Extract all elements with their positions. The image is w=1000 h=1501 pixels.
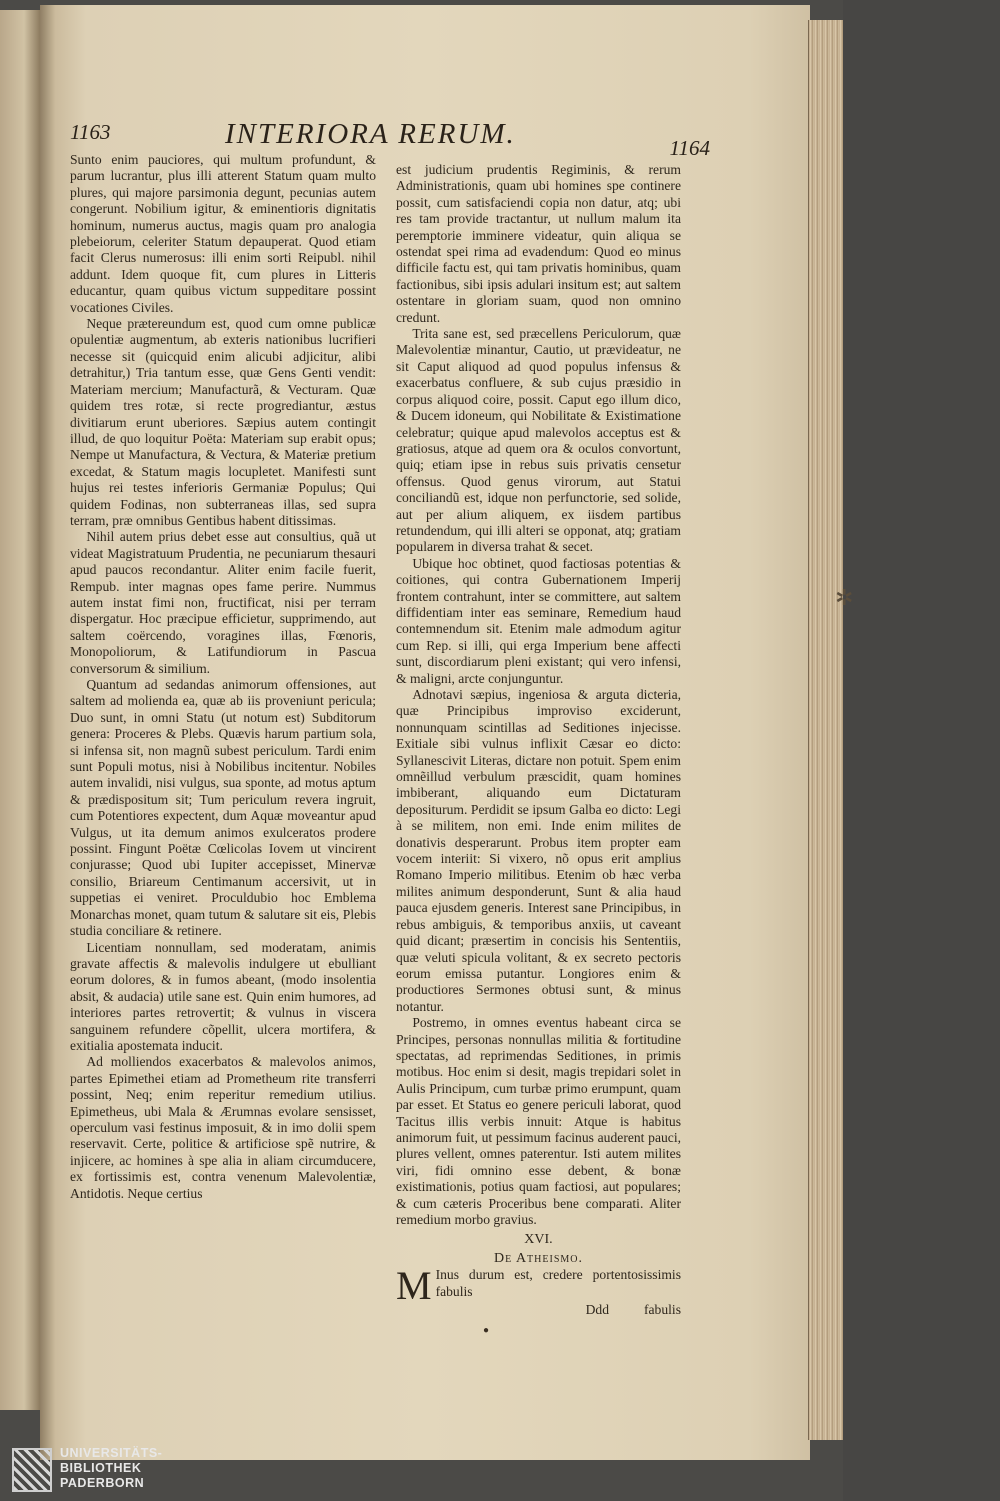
catchword: fabulis [644, 1302, 681, 1318]
library-logo [12, 1446, 212, 1496]
right-column [396, 162, 681, 1318]
section-number: XVI. [524, 1232, 553, 1248]
facing-page-edge [0, 10, 40, 1410]
logo-line: PADERBORN [60, 1476, 145, 1490]
signature-mark: Ddd [585, 1302, 609, 1318]
left-column [70, 152, 376, 1202]
page-number-right: 1164 [669, 136, 710, 160]
paragraph: Ad molliendos exacerbatos & malevolos animos, partes Epimethei etiam ad Prometheum rite transferri possint, Neq; enim reperitur remedium utilius. Epimetheus, ubi Mala & Ærumnas evolare sensisset, operculum vasi festinus imposuit, & in imo dolii spem reservavit. Certe, politice & artificiose spẽ nutrire, & injicere, ac homines à spe alia in aliam circumducere, ex fortissimis est, contra venenum Malevolentiæ, Antidotis. Neque certius [70, 1054, 376, 1201]
paragraph: Neque prætereundum est, quod cum omne publicæ opulentiæ augmentum, ab exteris nationibus lucrifieri necesse sit (quicquid enim alicubi adjicitur, alibi detrahitur,) Tria tantum esse, quæ Gens Genti vendit: Materiam mercium; Manufacturã, & Vecturam. Quæ quidem tres rotæ, si recte progrediantur, æstus divitiarum erunt uberiores. Sæpius autem contingit illud, de quo loquitur Poëta: Materiam sup erabit opus; Nempe ut Manufactura, & Vectura, & Materiæ pretium excedat, & Statum magis locupletet. Manifesti sunt hujus rei testes inferioris Germaniæ Populus; Qui quidem Fodinas, non subterraneas illas, sed supra terram, præ omnibus Gentibus habent ditissimas. [70, 316, 376, 528]
running-header [70, 118, 710, 160]
binding-shadow [843, 0, 1000, 1501]
paragraph: Nihil autem prius debet esse aut consultius, quã ut videat Magistratuum Prudentia, ne pecuniarum thesauri apud paucos recondantur. Aliter enim facile fuerit, Rempub. inter magnas opes fame perire. Nummus autem instat fimi non, fructificat, nisi per terram dispergatur. Hoc præcipue efficietur, supprimendo, aut saltem coërcendo, voragines illas, Fœnoris, Monopoliorum, & Latifundiorum in Pascua conversorum & similium. [70, 529, 376, 676]
paragraph: Licentiam nonnullam, sed moderatam, animis gravate affectis & malevolis indulgere ut ebulliant eorum dolores, & in fumos abeant, (modo insolentia absit, & audacia) utile sane est. Quin enim humores, ad interiores partes retrovertit; & vulnus in viscera sanguinem refundere cõpellit, ulcera mortifera, & exitialia apostemata inducit. [70, 939, 376, 1053]
paragraph: Ubique hoc obtinet, quod factiosas potentias & coitiones, qui contra Gubernationem Imperij frontem contrahunt, inter se committere, aut saltem diffidentiam inter eas seminare, Remedium haud contemnendum sit. Etenim male admodum agitur cum Rep. si illi, qui erga Imperium bene affecti sunt, discordiarum pleni existant; qui vero infensi, & maligni, arcte conjunguntur. [396, 555, 681, 686]
paragraph: Postremo, in omnes eventus habeant circa se Principes, personas nonnullas militia & fortitudine spectatas, ad reprimendas Seditiones, in primis motibus. Hoc enim si desit, magis trepidari solet in Aulis Principum, cum turbæ primo erumpunt, quam par esset. Et Status eo genere periculi laborat, quod Tacitus illis verbis innuit: Atque is habitus animorum fuit, ut pessimum facinus auderent pauci, plures vellent, omnes paterentur. Isti autem milites viri, fidi omnino esse debent, & bonæ existimationis, potius quam factiosi, aut populares; & cum cæteris Proceribus bene comparati. Aliter remedium morbo gravius. [396, 1015, 681, 1227]
paragraph: Sunto enim pauciores, qui multum profundunt, & parum lucrantur, plus illi atterent Statum quam multo plures, qui majore parsimonia degunt, pecunias autem congerunt. Nobilium igitur, & eminentioris dignitatis hominum, numerus auctus, magis quam pro analogia plebeiorum, celeriter Statum depauperat. Quod etiam facit Clerus numerosus: illi enim sorti Reipubl. nihil addunt. Idem quoque fit, cum plures in Litteris educantur, quam quibus victum suppeditare possint vocationes Civiles. [70, 152, 376, 315]
paragraph: Adnotavi sæpius, ingeniosa & arguta dicteria, quæ Principibus improviso exciderunt, nonnunquam scintillas ad Seditiones injecisse. Exitiale sibi vulnus inflixit Cæsar eo dicto: Syllanescivit Literas, dictare non potuit. Spem enim omnẽillud verbulum præscidit, quam homines imbiberant, aliquando eum Dictaturam depositurum. Perdidit se ipsum Galba eo dicto: Legi à se militem, non emi. Inde enim milites de donativis desperarunt. Probus item propter eam vocem interiit: Si vixero, nõ opus erit amplius Romano Imperio militibus. Etenim ob hæc verba milites animum desponderunt, Sunt & alia haud pauca ejusdem generis. Interest sane Principibus, in rebus ambiguis, & temporibus anxiis, ut caveant quid dicant; præsertim in concisis his Sententiis, quæ veluti spicula volitant, & ex secreto pectoris eorum emissa putantur. Longiores enim & productiores Sermones obtusi sunt, & minus notantur. [396, 687, 681, 1014]
catchline [436, 1302, 681, 1318]
paragraph: Trita sane est, sed præcellens Periculorum, quæ Malevolentiæ minantur, Cautio, ut prævideatur, ne sit Caput aliquod ad quod populus infensus & exacerbatus confluere, & sub cujus præsidio in corpus aliquod coire, possit. Caput ego illum dico, & Ducem idoneum, qui Nobilitate & Existimatione celebratur; quique apud malevolos acceptus est & gratiosus, atque ad quem ora & oculos convortunt, quiq; etiam ipse in rebus suis privatis censetur offensus. Quod genus virorum, aut Statui conciliandũ est, idque non perfunctorie, sed solide, aut per alium aliquem, ex iisdem partibus retundendum, qui illi alteri se opponat, atq; gratiam popularem in diversa trahat & secet. [396, 326, 681, 555]
paragraph: est judicium prudentis Regiminis, & rerum Administrationis, quam ubi homines spe continere possit, cum satisfaciendi copia non datur, atq; ubi res tam provide tractantur, ut nullum malum ita peremptorie imminere videatur, quin aliqua se ostendat spei rima ad evadendum: Quod eo minus difficile factu est, qui tam privatis hominibus, quam factionibus, sibi ipsis adulari insitum est; aut saltem ostentare in gloriam suam, quod non omnino credunt. [396, 162, 681, 325]
drop-cap: M [396, 1263, 432, 1309]
page-block-edges [808, 20, 844, 1440]
logo-line: UNIVERSITÄTS- [60, 1446, 163, 1460]
library-logo-text [60, 1446, 162, 1491]
stamp-mark-icon: ✲ [835, 585, 854, 610]
paragraph: Quantum ad sedandas animorum offensiones, aut saltem ad molienda ea, quæ ab iis proveniunt pericula; Duo sunt, in omni Statu (ut notum est) Subditorum genera: Proceres & Plebs. Quævis harum partium sola, si infensa sit, non magnũ subest periculum. Tardi enim sunt Populi motus, nisi à Nobilibus incitentur. Nobiles autem invalidi, nisi vulgus, sua sponte, ad motus aptum & prædispositum sit; Tum periculum revera ingruit, cum Potentiores expectent, dum Aquæ moveantur apud Vulgus, ut ita demum animos exulceratos prodere possint. Fingunt Poëtæ Cœlicolas Iovem ut vincirent conjurasse; Quod ubi Iupiter accepisset, Minervæ consilio, Briareum Centimanum accersivit, ut in suppetias ei veniret. Proculdubio hoc Emblema Monarchas monet, quam tutum & salutare sit eis, Plebis studia conciliare & retinere. [70, 677, 376, 939]
logo-line: BIBLIOTHEK [60, 1461, 142, 1475]
ornament-dots-icon: ● [483, 1325, 490, 1336]
chapter-opening [396, 1263, 681, 1309]
page-number-left: 1163 [70, 120, 111, 144]
chapter-title: De Atheismo. [494, 1250, 583, 1266]
running-title: INTERIORA RERUM. [225, 118, 516, 150]
opening-text: Inus durum est, credere portentosissimis fabulis [435, 1267, 681, 1299]
library-logo-icon [12, 1448, 52, 1492]
